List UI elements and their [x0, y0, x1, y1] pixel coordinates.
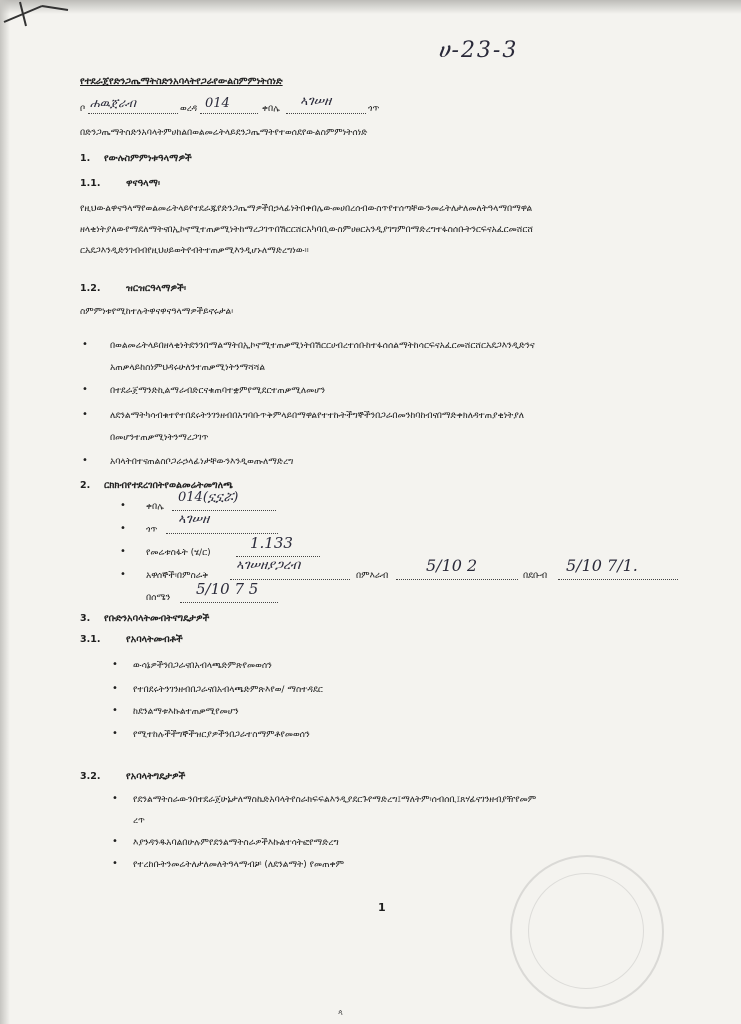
- woreda-label: ወረዳ: [180, 104, 198, 114]
- land-kebele-fill: [172, 496, 276, 511]
- boundary-south-fill: [558, 565, 678, 580]
- boundary-west-value: 5/10 2: [426, 556, 478, 575]
- handwritten-reference-number: ሀ-23-3: [438, 38, 519, 63]
- land-get-handwritten: ኣገሠዘ: [178, 512, 210, 527]
- bullet: •: [112, 728, 118, 739]
- detail-bullet-1: በወልመሬትላይበዘላቂነትደንንበማልማትበኢኮኖሚተጠቃሚነትበሽርርሀብረተሰቡከተፋሰሰልማትከሳርፍናአፈርመሸርሸርአደጋእንዲድንና: [110, 341, 535, 351]
- boundary-west-fill: [396, 565, 518, 580]
- woreda-value: 014: [205, 96, 230, 111]
- section-2-number: 2.: [80, 480, 91, 491]
- bullet: •: [120, 500, 126, 511]
- main-goal-line-3: ርአደጋእንዲድንገብብየዚህሀይወትየብትተጠቃሚእንዲሆኑለማድረግነው።: [80, 246, 309, 256]
- boundary-north-label: በሰሜን: [146, 593, 171, 603]
- duty-2: እያንዳንዱአባልበሁሉምየደንልማትስራዎችእኩልተሳትፎየማድረግ: [133, 838, 339, 848]
- pen-stroke-mark: [2, 0, 72, 30]
- detail-bullet-2: በተደራጀማንድኪልማራብድርናቁጠባተቋምየሚደርተጠቃሚለመሆን: [110, 386, 326, 396]
- land-area-label: የመሬቱስፋት (ሄ/ር): [146, 548, 211, 558]
- boundary-south-label: በደቡብ: [523, 571, 548, 581]
- land-get-fill: [166, 519, 278, 534]
- land-area-fill: [236, 542, 320, 557]
- main-goal-line-1: የዚህውልዋናዓላማየወልመሬትላይየተደራጁየድንጋጤማዎችበኃላፊነትበቀበሌውመሀበረሰብውስጥየተሰጣቸውንመሬትለታለመለትዓላማበማዋል: [80, 204, 533, 214]
- boundary-east-label: አዋሰኞች፡በምስራቅ: [146, 571, 209, 581]
- intro-prefix: ቦ: [80, 104, 86, 114]
- boundary-south-value: 5/10 7/1.: [566, 556, 638, 575]
- bullet: •: [112, 683, 118, 694]
- section-1-2-number: 1.2.: [80, 283, 101, 294]
- scan-shadow-top: [0, 0, 741, 14]
- section-1-1-number: 1.1.: [80, 178, 101, 189]
- bullet: •: [120, 523, 126, 534]
- footer-mark: ጳ: [338, 1008, 343, 1017]
- duty-3: የተረከቡትንመሬትለታለመለትዓላማብቻ (ለደንልማት) የመጠቀም: [133, 860, 345, 870]
- land-kebele-label: ቀበሌ: [146, 502, 164, 512]
- scan-shadow-left: [0, 0, 10, 1024]
- bullet: •: [112, 793, 118, 804]
- land-get-label: ጎጥ: [146, 525, 158, 535]
- section-3-title: የቡድንአባላትመብትናግዴታዎች: [104, 613, 210, 624]
- bullet: •: [120, 546, 126, 557]
- bullet: •: [112, 705, 118, 716]
- intro-fill-line-1: [88, 99, 178, 114]
- section-1-1-title: ዋናዓላማ፡: [126, 178, 161, 189]
- boundary-north-value: 5/10 7 5: [196, 580, 259, 598]
- boundary-west-label: በምእራብ: [356, 571, 389, 581]
- section-3-number: 3.: [80, 613, 91, 624]
- bullet: •: [82, 339, 88, 350]
- intro-sentence: በድንጋጤማትስድንአባላትምሀከልበወልመሬትላይደንጋጤማትየተወሰደየውልስምምነትሰነድ: [80, 128, 368, 138]
- bullet: •: [112, 836, 118, 847]
- page-number: 1: [378, 901, 386, 914]
- intro-fill-line-2: [200, 99, 258, 114]
- duty-1: የደንልማትስራውንበተደራጀሁኔታለማስኬድአባላትየስራክፍፍልእንዲያደርጉየማድረግ፤ማለትም፡ሰብሰቢ፤ጸሃፊናገንዘብያዥየመም: [133, 795, 537, 805]
- section-1-number: 1.: [80, 153, 91, 164]
- detail-bullet-3-cont: በመሆንተጠቃሚነትንማረጋገጥ: [110, 433, 209, 443]
- right-4: የሚተከሉችችግኞችዝርያዎችንበጋራተስማምቶየመወሰን: [133, 730, 310, 740]
- section-1-2-title: ዝርዝርዓላማዎች፡: [126, 283, 187, 294]
- boundary-east-fill: [230, 565, 350, 580]
- bullet: •: [82, 409, 88, 420]
- bullet: •: [82, 455, 88, 466]
- get-label: ጎጥ: [368, 104, 380, 114]
- duty-1-cont: ረጥ: [133, 816, 145, 826]
- document-title: የተደራጀየድንጋጤማትስድንአባላትየጋራየውልስምምነትሰነድ: [80, 76, 283, 87]
- section-3-2-number: 3.2.: [80, 771, 101, 782]
- detail-bullet-1-cont: አጠቃላይከስነምህዳሩሁለንተጠቃሚነትንማሻሻል: [110, 363, 266, 373]
- section-2-title: ርክክብየተደረገበትየወልመሬትመግለጫ: [104, 480, 233, 491]
- kebele-label: ቀበሌ: [262, 104, 280, 114]
- main-goal-line-2: ዘላቂነትያለውየማደለማትናበኢኮኖሚተጠቃሚነትከማረጋገጥበሽርርሸርአካባቢውስምሀፀርአንዲያገግምበማድረግተፋስሰቡትንርፍናአፈርመሸርሸ: [80, 225, 533, 235]
- detail-bullet-4: አባላትበተናጠልስቦጋራኃላፊነታቸውንእንዲወጡለማድረግ: [110, 457, 294, 467]
- faded-stamp-inner-ring: [528, 873, 644, 989]
- kebele-handwritten: ኣገሠዘ: [300, 94, 332, 109]
- right-3: ከደንልማቱእኩልተጠቃሚየመሆን: [133, 707, 239, 717]
- detail-bullet-3: ለደንልማትካሳብቁተየተበደሩትንገንዘብበአግባቡጥቅምላይበማዋልየተተኩትችግኞችንበጋራበመንከባከብናበማድቀክለዳተጠያቂነትያለ: [110, 411, 525, 421]
- boundary-east-handwritten: ኣገሠዘያጋረብ: [236, 558, 301, 573]
- land-area-value: 1.133: [250, 534, 293, 552]
- right-1: ውሳኔዎችንበጋራናበአብላጫድምጽየመወሰን: [133, 661, 272, 671]
- bullet: •: [112, 659, 118, 670]
- bullet: •: [82, 384, 88, 395]
- land-kebele-value: 014(ኗኗሯ): [178, 490, 239, 505]
- section-3-1-title: የአባላትመብቶች: [126, 634, 183, 645]
- section-1-title: የውሉስምምነቱዓላማዎች: [104, 153, 192, 164]
- bullet: •: [120, 569, 126, 580]
- intro-fill-line-3: [286, 99, 366, 114]
- section-3-1-number: 3.1.: [80, 634, 101, 645]
- boundary-north-fill: [180, 588, 278, 603]
- intro-handwritten-name: ሐዉጀራብ: [90, 96, 136, 110]
- section-3-2-title: የአባላትግዴታዎች: [126, 771, 186, 782]
- detail-intro: ስምምነቱየሚከተሉትዋናዋናዓላማዎችይኖሩታል፡: [80, 307, 234, 317]
- right-2: የተበደሩትንገንዘብበጋራናበአብላጫድምጽእየወ/ ማስተዳደር: [133, 685, 323, 695]
- bullet: •: [112, 858, 118, 869]
